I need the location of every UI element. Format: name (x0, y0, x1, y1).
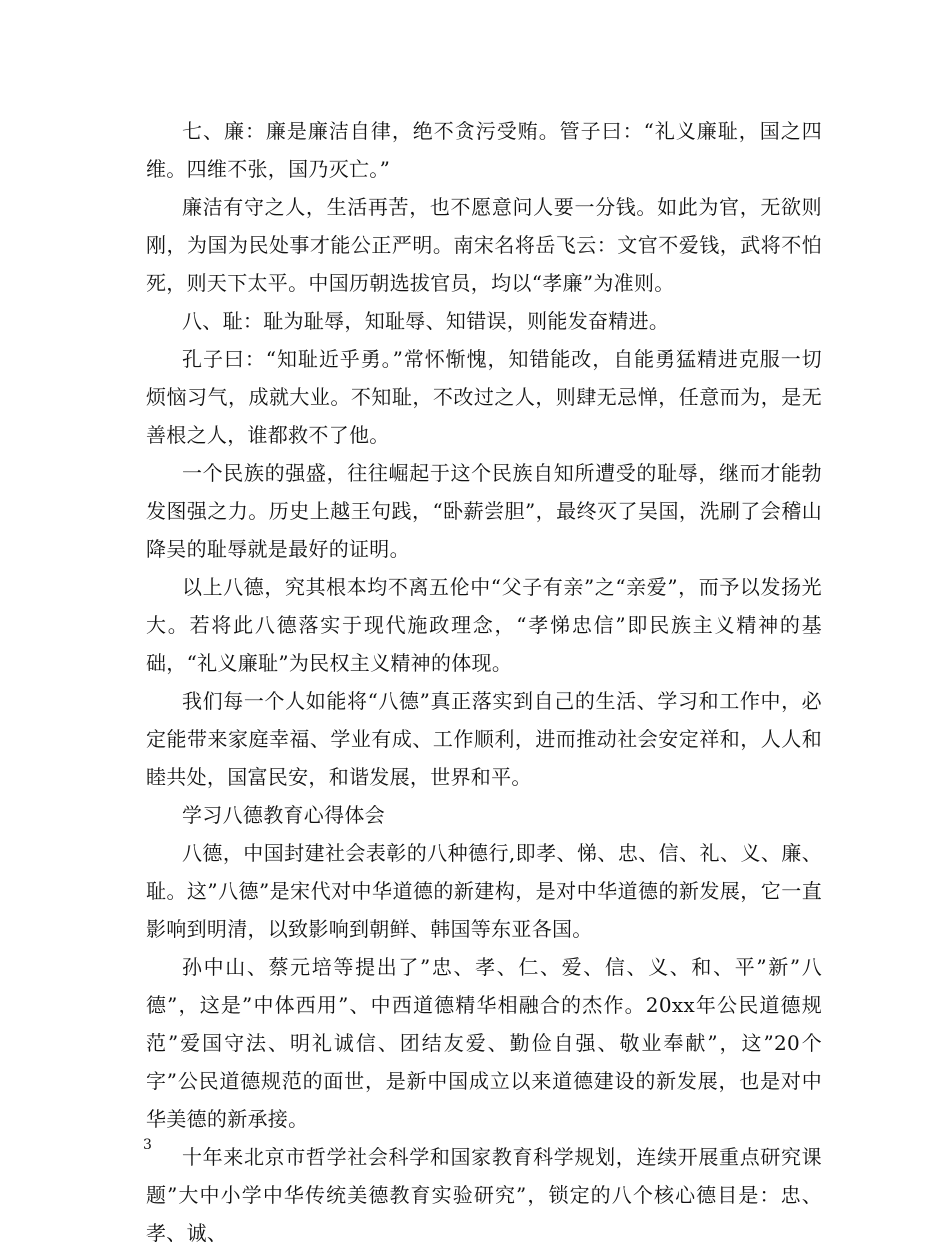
paragraph-lian-explanation: 廉洁有守之人，生活再苦，也不愿意问人要一分钱。如此为官，无欲则刚，为国为民处事才能公正严明。南宋名将岳飞云：文官不爱钱，武将不怕死，则天下太平。中国历朝选拔官员，均以“孝廉”为准则。 (146, 195, 822, 295)
paragraph-lian-definition: 七、廉：廉是廉洁自律，绝不贪污受贿。管子曰：“礼义廉耻，国之四维。四维不张，国乃灭亡。” (146, 119, 822, 181)
paragraph-research: 十年来北京市哲学社会科学和国家教育科学规划，连续开展重点研究课题”大中小学中华传统美德教育实验研究”，锁定的八个核心德目是：忠、孝、诚、 (146, 1145, 822, 1245)
paragraph-eight-virtues-summary: 以上八德，究其根本均不离五伦中“父子有亲”之“亲爱”，而予以发扬光大。若将此八德落实于现代施政理念，“孝悌忠信”即民族主义精神的基础，“礼义廉耻”为民权主义精神的体现。 (146, 575, 822, 675)
paragraph-chi-definition: 八、耻：耻为耻辱，知耻辱、知错误，则能发奋精进。 (182, 309, 670, 333)
paragraph-practice: 我们每一个人如能将“八德”真正落实到自己的生活、学习和工作中，必定能带来家庭幸福、学业有成、工作顺利，进而推动社会安定祥和，人人和睦共处，国富民安，和谐发展，世界和平。 (146, 689, 822, 789)
section-heading: 学习八德教育心得体会 (182, 803, 385, 827)
page-number: 3 (143, 1137, 152, 1153)
paragraph-new-eight-virtues: 孙中山、蔡元培等提出了”忠、孝、仁、爱、信、义、和、平”新”八德”，这是”中体西用”、中西道德精华相融合的杰作。20xx年公民道德规范”爱国守法、明礼诚信、团结友爱、勤俭自强、敬业奉献”，这”20个字”公民道德规范的面世，是新中国成立以来道德建设的新发展，也是对中华美德的新承接。 (146, 955, 822, 1131)
paragraph-chi-explanation: 孔子曰：“知耻近乎勇。”常怀惭愧，知错能改，自能勇猛精进克服一切烦恼习气，成就大业。不知耻，不改过之人，则肆无忌惮，任意而为，是无善根之人，谁都救不了他。 (146, 347, 822, 447)
paragraph-national-shame: 一个民族的强盛，往往崛起于这个民族自知所遭受的耻辱，继而才能勃发图强之力。历史上越王句践，“卧薪尝胆”，最终灭了吴国，洗刷了会稽山降吴的耻辱就是最好的证明。 (146, 461, 822, 561)
paragraph-eight-virtues-history: 八德，中国封建社会表彰的八种德行,即孝、悌、忠、信、礼、义、廉、耻。这”八德”是宋代对中华道德的新建构，是对中华道德的新发展，它一直影响到明清，以致影响到朝鲜、韩国等东亚各国。 (146, 841, 822, 941)
body-text (146, 112, 822, 1252)
